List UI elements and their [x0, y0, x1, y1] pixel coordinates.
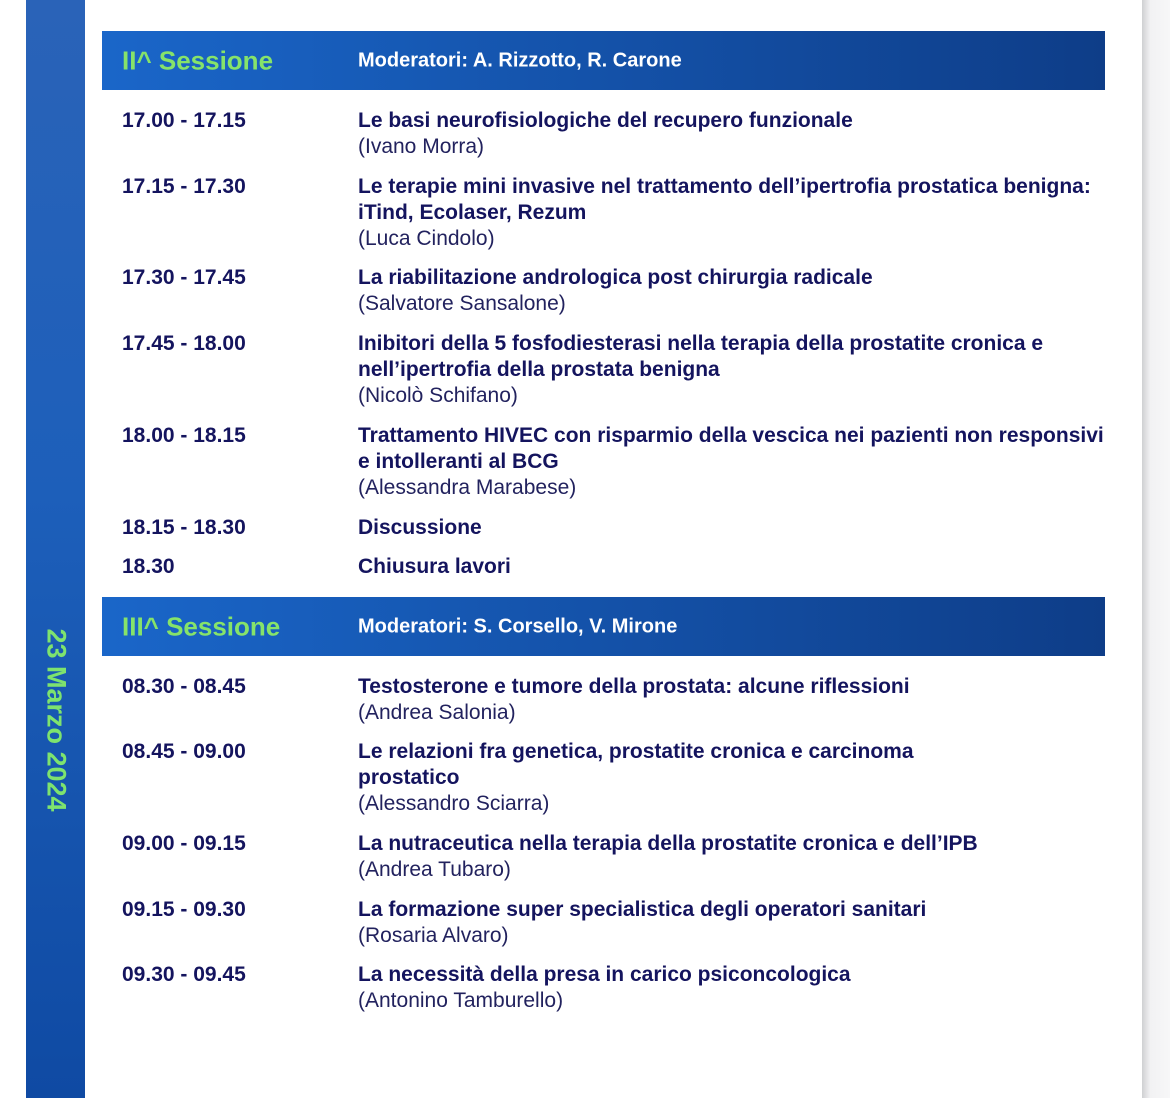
schedule-time: 08.30 - 08.45: [122, 675, 246, 698]
schedule-time: 18.30: [122, 555, 175, 578]
schedule-time: 09.15 - 09.30: [122, 898, 246, 921]
talk-title: Chiusura lavori: [358, 555, 511, 578]
session-header: [102, 31, 1105, 90]
side-band: [26, 0, 85, 1098]
talk-title: Le basi neurofisiologiche del recupero funzionale: [358, 109, 853, 132]
talk-title: Discussione: [358, 516, 482, 539]
talk-speaker: (Andrea Tubaro): [358, 858, 511, 881]
talk-title: Le terapie mini invasive nel trattamento dell’ipertrofia prostatica benigna: iTind, Ecolaser, Rezum: [358, 175, 1091, 224]
schedule-time: 17.30 - 17.45: [122, 266, 246, 289]
talk-speaker: (Rosaria Alvaro): [358, 924, 509, 947]
session-moderators: Moderatori: A. Rizzotto, R. Carone: [358, 49, 682, 71]
session-header: [102, 597, 1105, 656]
page-edge-shadow: [1142, 0, 1170, 1098]
schedule-time: 17.45 - 18.00: [122, 332, 246, 355]
talk-speaker: (Nicolò Schifano): [358, 384, 518, 407]
session-moderators: Moderatori: S. Corsello, V. Mirone: [358, 615, 678, 637]
talk-title: La necessità della presa in carico psiconcologica: [358, 963, 851, 986]
schedule-time: 18.00 - 18.15: [122, 424, 246, 447]
talk-speaker: (Salvatore Sansalone): [358, 292, 566, 315]
session-title: III^ Sessione: [122, 611, 281, 641]
schedule-time: 09.00 - 09.15: [122, 832, 246, 855]
talk-speaker: (Ivano Morra): [358, 135, 485, 158]
talk-title: La riabilitazione andrologica post chirurgia radicale: [358, 266, 873, 289]
talk-title: La formazione super specialistica degli operatori sanitari: [358, 898, 927, 921]
session-title: II^ Sessione: [122, 45, 274, 75]
talk-speaker: (Antonino Tamburello): [358, 989, 564, 1012]
talk-title: Inibitori della 5 fosfodiesterasi nella terapia della prostatite cronica e nell’ipertrofia della prostata benigna: [358, 332, 1044, 381]
talk-speaker: (Alessandro Sciarra): [358, 792, 550, 815]
vertical-date-label: 23 Marzo 2024: [41, 628, 72, 812]
schedule-time: 09.30 - 09.45: [122, 963, 246, 986]
talk-title: Le relazioni fra genetica, prostatite cronica e carcinoma prostatico: [358, 740, 914, 789]
schedule-time: 08.45 - 09.00: [122, 740, 246, 763]
schedule-time: 18.15 - 18.30: [122, 516, 246, 539]
schedule-time: 17.15 - 17.30: [122, 175, 246, 198]
talk-speaker: (Luca Cindolo): [358, 227, 495, 250]
talk-title: La nutraceutica nella terapia della prostatite cronica e dell’IPB: [358, 832, 978, 855]
talk-speaker: (Alessandra Marabese): [358, 476, 577, 499]
schedule-time: 17.00 - 17.15: [122, 109, 246, 132]
talk-speaker: (Andrea Salonia): [358, 701, 516, 724]
talk-title: Trattamento HIVEC con risparmio della vescica nei pazienti non responsivi e intolleranti al BCG: [358, 424, 1104, 473]
talk-title: Testosterone e tumore della prostata: alcune riflessioni: [358, 675, 910, 698]
